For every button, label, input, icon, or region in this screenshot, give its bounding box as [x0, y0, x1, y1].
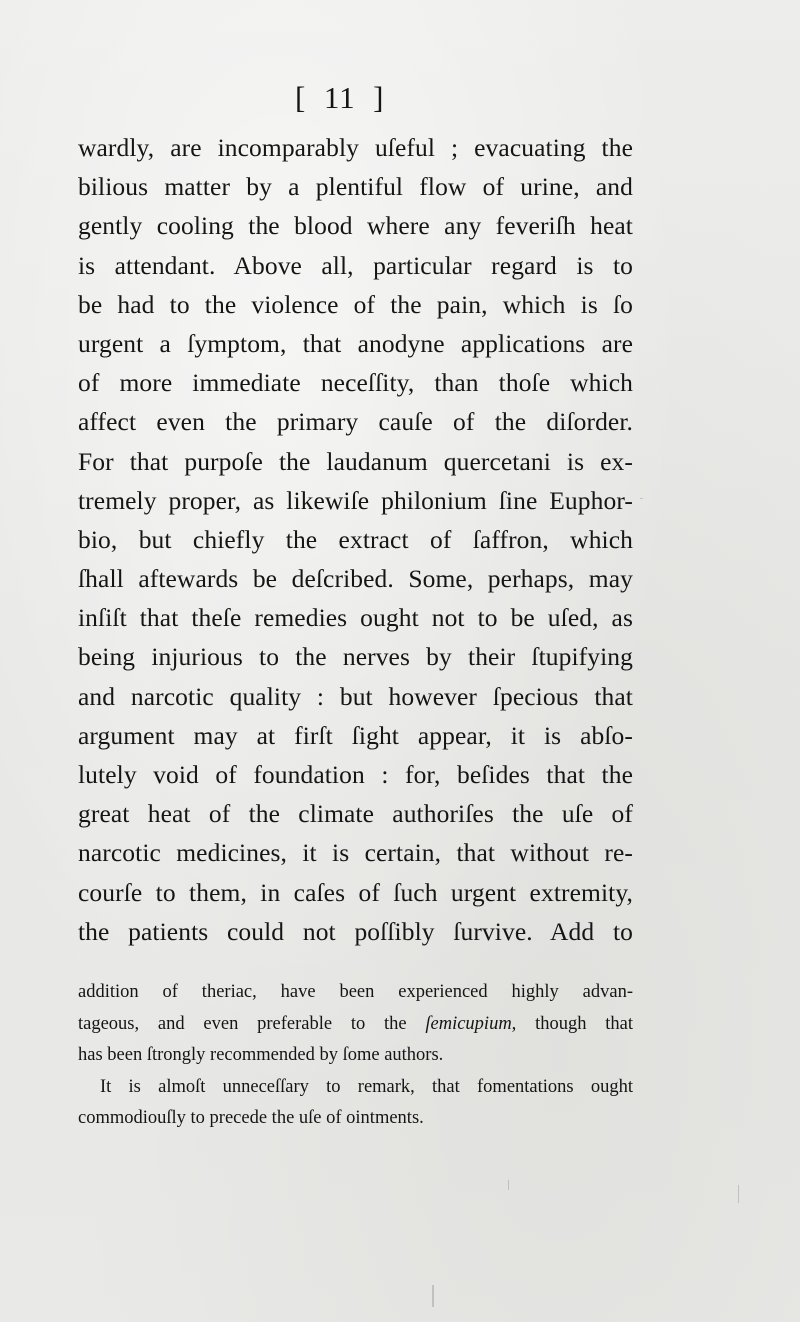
text-line: be had to the violence of the pain, which is ſo	[78, 289, 633, 319]
text-line: urgent a ſymptom, that anodyne applications are	[78, 328, 633, 358]
footnote-line: It is almoſt unneceſſary to remark, that fomentations ought	[100, 1076, 633, 1097]
text-line: inſiſt that theſe remedies ought not to be uſed, as	[78, 603, 633, 633]
page-number-header: [ 11 ]	[295, 80, 385, 115]
text-line: narcotic medicines, it is certain, that without re-	[78, 838, 633, 868]
footnote-text: tageous, and even preferable to the	[78, 1013, 426, 1034]
paper-speck	[432, 1285, 434, 1307]
footnote-italic-term: ſemicupium,	[425, 1013, 517, 1034]
footnote-text: though that	[516, 1013, 633, 1034]
text-line: argument may at firſt ſight appear, it is abſo-	[78, 720, 633, 750]
main-text-block	[78, 128, 633, 951]
text-line: ſhall aftewards be deſcribed. Some, perhaps, may	[78, 564, 633, 594]
footnote-block	[78, 977, 633, 1135]
paper-speck	[640, 498, 643, 499]
text-line: tremely proper, as likewiſe philonium ſine Euphor-	[78, 485, 633, 515]
text-line: bilious matter by a plentiful flow of urine, and	[78, 172, 633, 202]
paper-speck	[738, 1185, 739, 1203]
text-line: being injurious to the nerves by their ſtupifying	[78, 642, 633, 672]
text-line: lutely void of foundation : for, beſides that the	[78, 760, 633, 789]
text-line: wardly, are incomparably uſeful ; evacuating the	[78, 133, 633, 162]
text-line: the patients could not poſſibly ſurvive. Add to	[78, 916, 633, 946]
text-line: of more immediate neceſſity, than thoſe which	[78, 368, 633, 398]
text-line: is attendant. Above all, particular regard is to	[78, 250, 633, 280]
text-line: For that purpoſe the laudanum quercetani is ex-	[78, 446, 633, 476]
text-line: great heat of the climate authoriſes the uſe of	[78, 799, 633, 829]
footnote-line: has been ſtrongly recommended by ſome authors.	[78, 1045, 444, 1065]
text-line: and narcotic quality : but however ſpecious that	[78, 681, 633, 711]
footnote-line-mixed	[78, 1009, 633, 1041]
paper-speck	[508, 1180, 509, 1190]
text-line: bio, but chiefly the extract of ſaffron, which	[78, 524, 633, 554]
footnote-line: commodiouſly to precede the uſe of ointments.	[78, 1108, 424, 1128]
footnote-line: addition of theriac, have been experienced highly advan-	[78, 982, 633, 1002]
text-line: affect even the primary cauſe of the diſorder.	[78, 407, 633, 437]
text-line: courſe to them, in caſes of ſuch urgent extremity,	[78, 877, 633, 907]
text-line: gently cooling the blood where any feveriſh heat	[78, 211, 633, 241]
